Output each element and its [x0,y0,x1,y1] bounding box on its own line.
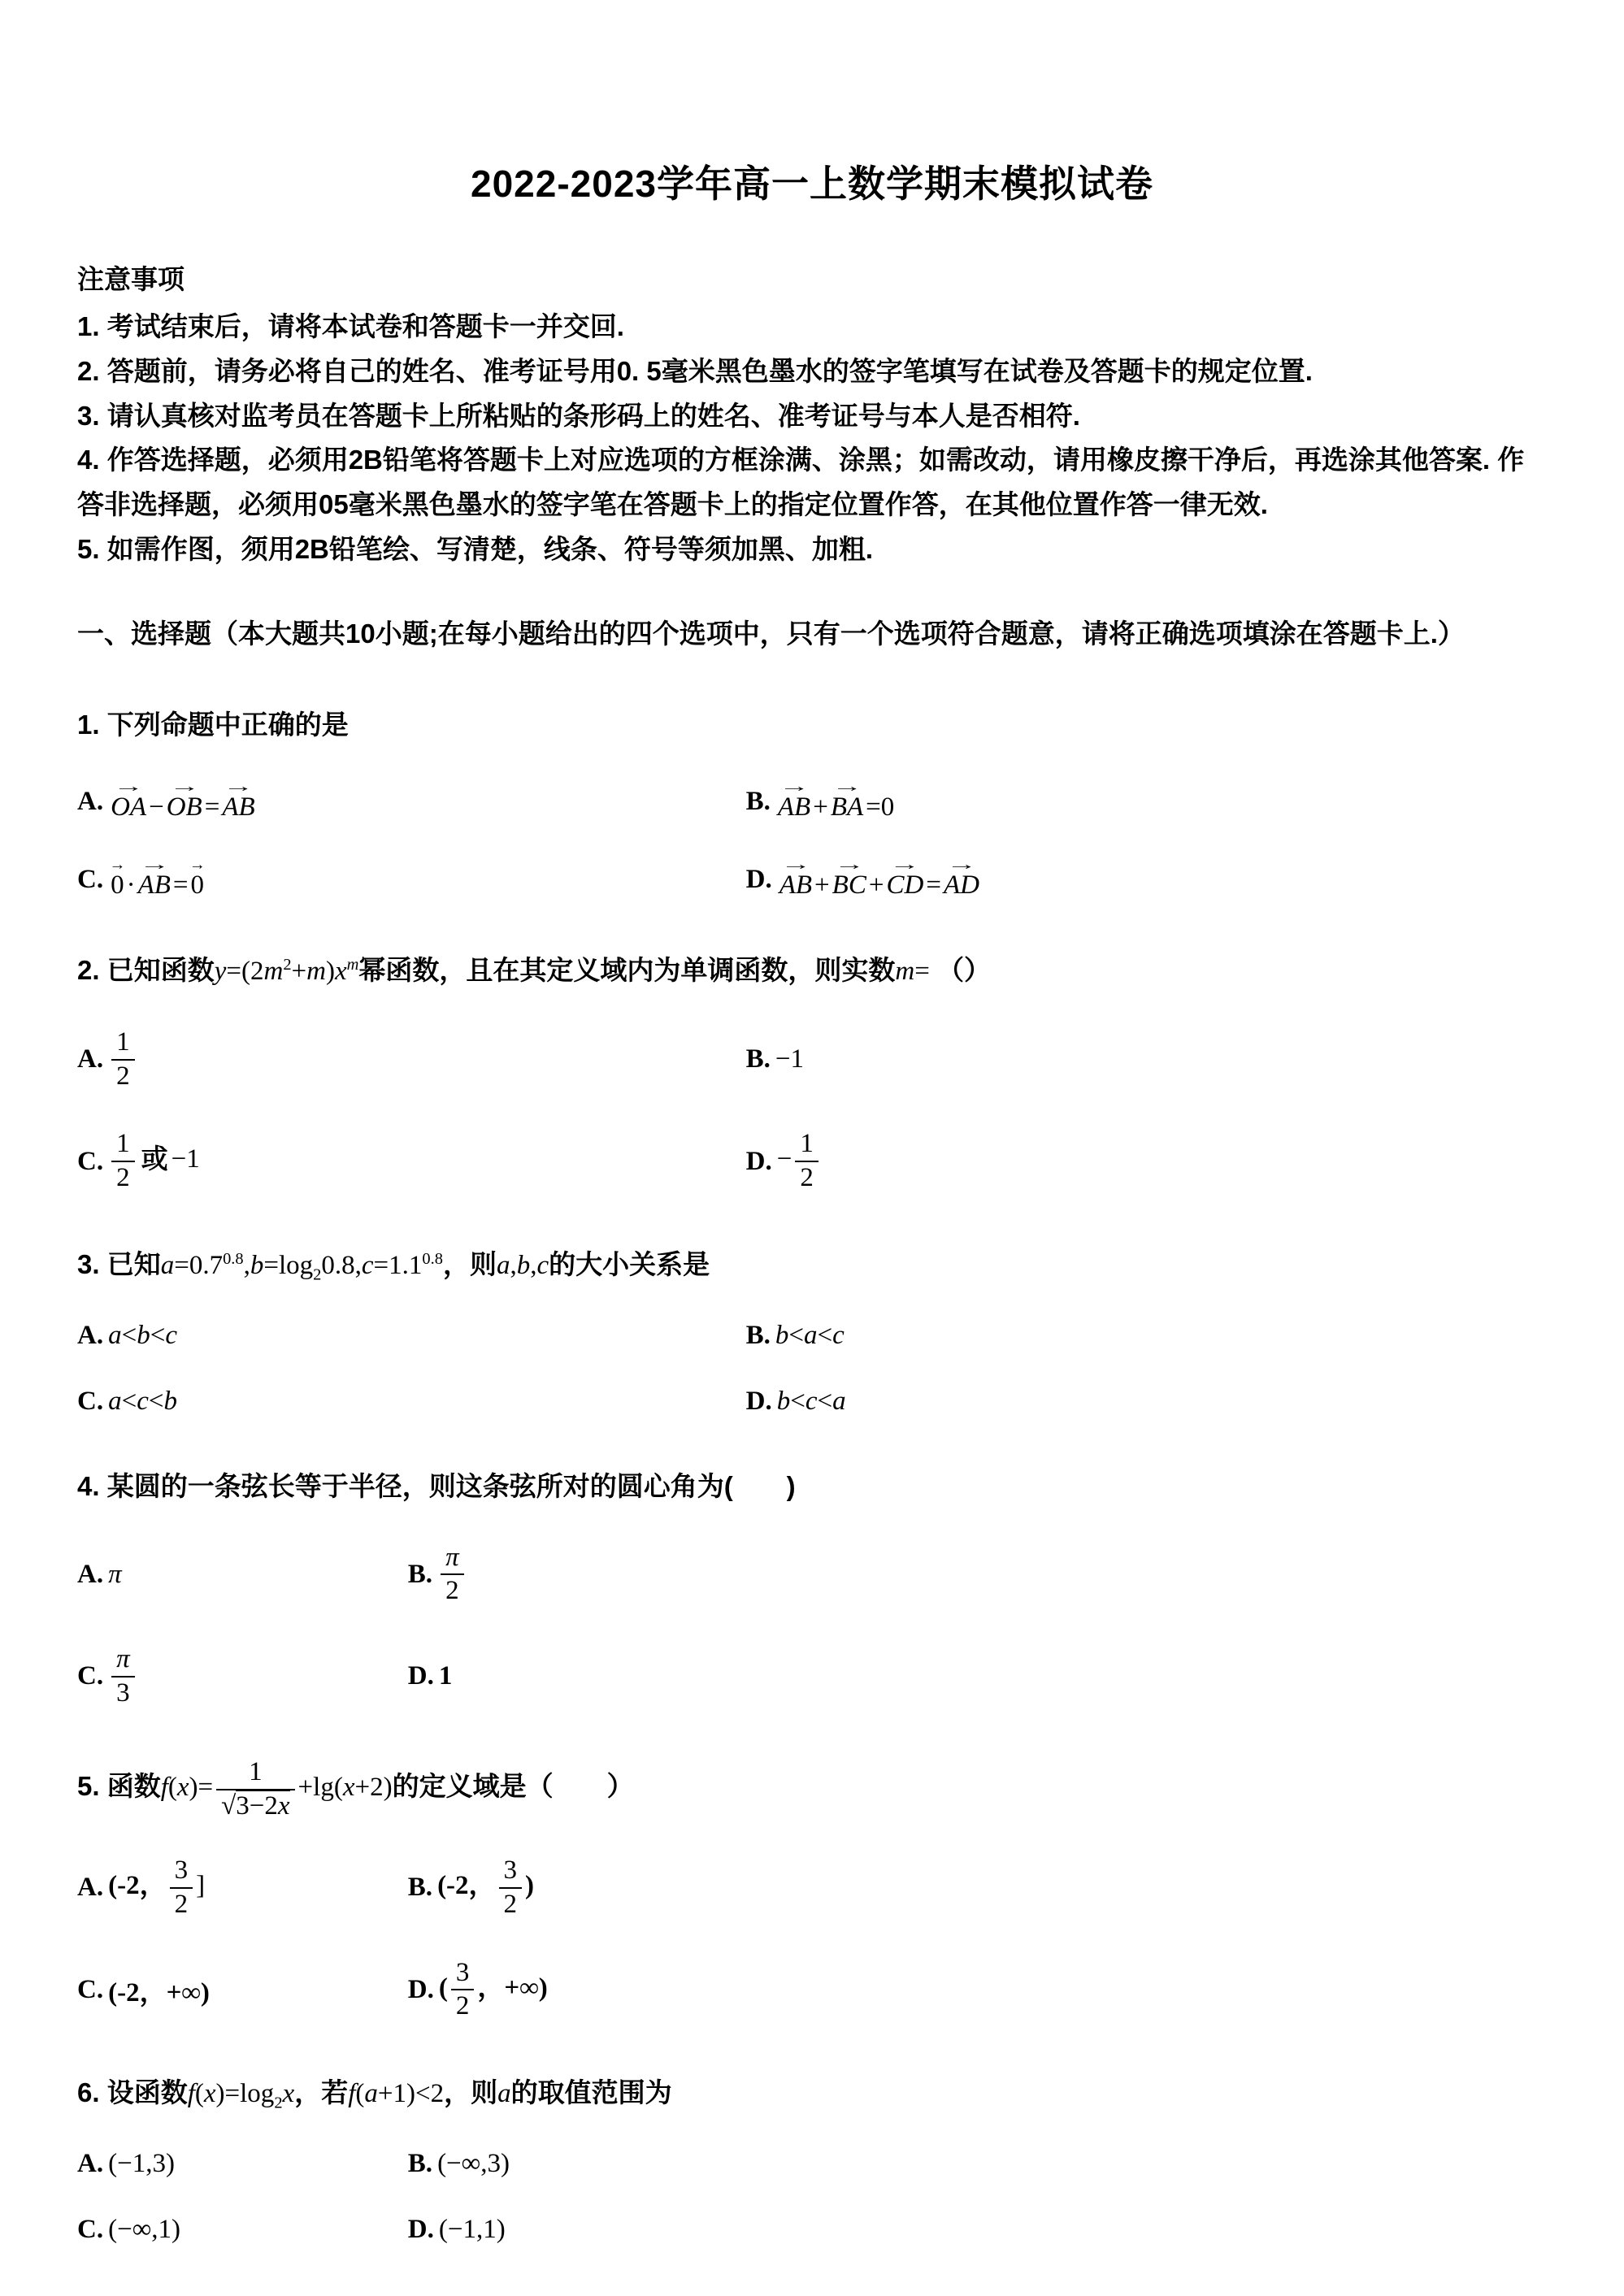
question-2-option-c [77,1128,746,1194]
question-2-option-d [746,1128,1547,1194]
notice-heading: 注意事项 [77,264,185,294]
option-label: D. [745,1146,772,1176]
option-content: (−1,3) [108,2148,175,2178]
question-5-stem: 5. 函数f(x)= $\frac{1}{√3-2x}$ +lg(x+2)的定义域是（ ） [77,1757,634,1821]
option-label: A. [77,1559,104,1589]
question-2-options [77,1026,1547,1194]
option-content: AB →+BC →+CD →=AD → [777,858,982,901]
question-6-option-c [77,2215,408,2245]
question-4-stem: 4. 某圆的一条弦长等于半径，则这条弦所对的圆心角为( ) [77,1470,796,1501]
question-1-option-c [77,858,746,901]
option-label: D. [407,1974,434,2004]
option-content: (-2，+∞) [108,1977,210,2007]
option-label: C. [77,1386,104,1416]
notice-item-2: 2. 答题前，请务必将自己的姓名、准考证号用0. 5毫米黑色墨水的签字笔填写在试卷及答题卡的规定位置. [77,355,1313,386]
option-content: b<a<c [775,1320,845,1350]
question-1-option-d [746,858,1547,901]
question-4-option-a [77,1560,408,1590]
notice-section [77,258,1547,572]
option-content: a<b<c [108,1320,177,1350]
option-content: AB →+BA →=0 [775,780,894,822]
option-label: C. [77,2214,104,2244]
question-4-options [77,1542,1547,1709]
option-label: B. [407,2148,433,2178]
option-label: A. [77,2148,104,2178]
option-label: D. [745,864,772,894]
question-1-stem: 1. 下列命题中正确的是 [77,710,349,740]
option-content: (−∞,3) [437,2148,510,2178]
option-content: $\frac{1}{2}$ 或 −1 [108,1128,200,1194]
question-1-option-a [77,780,746,822]
question-2 [77,948,1547,1194]
question-3 [77,1242,1547,1417]
option-label: C. [77,864,104,894]
option-content: (-2， $\frac{3}{2}$ ) [437,1855,535,1919]
question-2-option-b [746,1044,1547,1074]
option-content: 1 [438,1661,453,1691]
option-content: ( $\frac{3}{2}$ ，+∞) [438,1957,548,2021]
question-5 [77,1756,1547,2023]
question-3-option-d [746,1387,1547,1417]
question-5-option-d [408,1957,1547,2023]
option-content: π [108,1559,122,1589]
option-content: a<c<b [108,1386,177,1416]
option-content: b<c<a [776,1386,846,1416]
question-6-options [77,2149,1547,2245]
question-5-options [77,1855,1547,2022]
question-1-option-b [746,780,1547,822]
question-3-stem: 3. 已知$a=0.7^{0.8},b=\log_20.8,c=1.1^{0.8}$，则a,b,c的大小关系是 [77,1248,710,1284]
notice-item-3: 3. 请认真核对监考员在答题卡上所粘贴的条形码上的姓名、准考证号与本人是否相符. [77,400,1080,431]
option-content: $\frac{\pi}{2}$ [437,1542,467,1608]
option-label: A. [77,786,104,816]
option-label: C. [77,1661,104,1691]
option-label: B. [745,786,771,816]
question-4-option-d [408,1661,1547,1691]
question-1-options [77,780,1547,901]
option-content: $\frac{\pi}{3}$ [108,1643,138,1709]
question-5-option-c [77,1971,408,2009]
option-content: $\frac{1}{2}$ [108,1026,138,1092]
option-label: B. [407,1559,433,1589]
option-content: 0 →·AB →=0 → [108,858,206,901]
option-label: C. [77,1146,104,1176]
question-3-options [77,1321,1547,1417]
question-6-option-d [408,2215,1547,2245]
question-2-option-a [77,1026,746,1092]
question-3-option-b [746,1321,1547,1351]
question-6-option-a [77,2149,408,2179]
question-2-stem: 2. 已知函数$y=(2m^2+m)x^m$幂函数，且在其定义域内为单调函数，则实数m= （） [77,955,992,987]
question-3-option-a [77,1321,746,1351]
option-content: −1 [775,1044,805,1074]
question-4-option-c [77,1643,408,1709]
option-label: A. [77,1044,104,1074]
notice-item-4: 4. 作答选择题，必须用2B铅笔将答题卡上对应选项的方框涂满、涂黑；如需改动，请用橡皮擦干净后，再选涂其他答案. 作答非选择题，必须用05毫米黑色墨水的签字笔在答题卡上的指定位置作答，在其他位置作答一律无效. [77,445,1525,520]
section-heading: 一、选择题（本大题共10小题;在每小题给出的四个选项中，只有一个选项符合题意，请将正确选项填涂在答题卡上.） [77,618,1465,649]
notice-item-5: 5. 如需作图，须用2B铅笔绘、写清楚，线条、符号等须加黑、加粗. [77,533,874,564]
question-4-option-b [408,1542,1547,1608]
question-1 [77,702,1547,901]
option-label: C. [77,1974,104,2004]
page-title: 2022-2023学年高一上数学期末模拟试卷 [471,163,1153,205]
option-label: D. [745,1386,772,1416]
option-label: B. [407,1873,433,1903]
notice-item-1: 1. 考试结束后，请将本试卷和答题卡一并交回. [77,311,624,341]
option-content: OA →−OB →=AB → [108,780,258,822]
option-label: D. [407,2214,434,2244]
option-label: D. [407,1661,434,1691]
question-5-option-b [408,1855,1547,1921]
question-4 [77,1464,1547,1709]
question-6 [77,2070,1547,2245]
question-6-stem: 6. 设函数$f(x)=\log_2x$，若f(a+1)<2，则a的取值范围为 [77,2077,672,2112]
question-5-option-a [77,1855,408,1921]
option-label: A. [77,1320,104,1350]
option-content: − $\frac{1}{2}$ [777,1128,822,1194]
option-content: (-2， $\frac{3}{2}$ ] [108,1855,206,1919]
option-content: (−∞,1) [108,2214,180,2244]
question-6-option-b [408,2149,1547,2179]
option-label: B. [745,1044,771,1074]
option-label: A. [77,1873,104,1903]
option-content: (−1,1) [438,2214,506,2244]
option-label: B. [745,1320,771,1350]
question-3-option-c [77,1387,746,1417]
